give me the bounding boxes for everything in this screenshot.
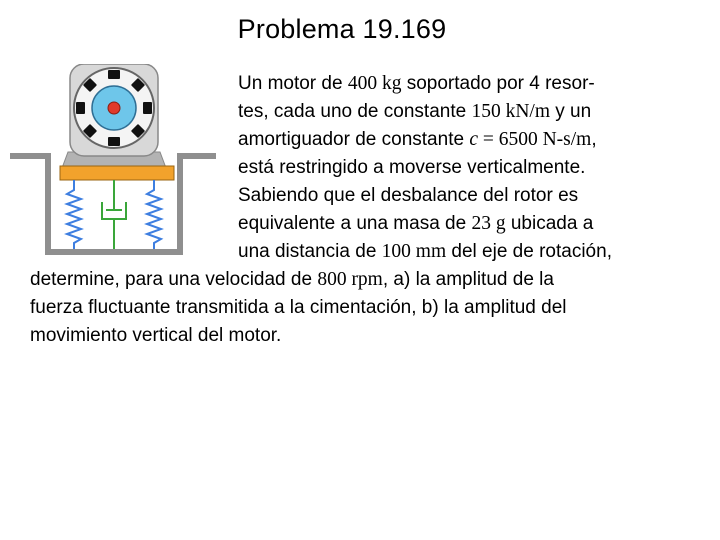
text-segment: , (591, 129, 597, 150)
text-segment: del eje de rotación, (446, 241, 612, 262)
text-line-1 (238, 70, 595, 98)
text-segment: = 6500 N-s/m (477, 129, 592, 150)
text-segment: amortiguador de constante (238, 129, 470, 150)
text-segment: c (469, 129, 478, 150)
text-line-6 (238, 210, 593, 238)
text-segment: una distancia de (238, 241, 382, 262)
text-segment: y un (550, 101, 592, 122)
page-title: Problema 19.169 (237, 14, 447, 44)
text-segment: , a) la amplitud de la (382, 269, 554, 290)
platform (60, 166, 174, 180)
text-line-5 (238, 182, 578, 210)
text-segment: Sabiendo que el desbalance del rotor es (238, 185, 579, 206)
text-segment: soportado por 4 resor- (401, 73, 595, 94)
spring-left (67, 180, 81, 249)
spring-right (147, 180, 161, 249)
text-line-9 (30, 294, 567, 322)
text-segment: 23 g (471, 213, 506, 234)
damper (102, 180, 126, 249)
text-line-4 (238, 154, 585, 182)
text-line-3 (238, 126, 597, 154)
text-segment: fuerza fluctuante transmitida a la cimentación, b) la amplitud del (30, 297, 567, 318)
motor-spring-damper-diagram (8, 64, 220, 260)
text-segment: movimiento vertical del motor. (30, 325, 282, 346)
text-segment: Un motor de (238, 73, 348, 94)
text-segment: equivalente a una masa de (238, 213, 472, 234)
text-segment: ubicada a (505, 213, 594, 234)
text-segment: 800 rpm (317, 269, 383, 290)
text-segment: determine, para una velocidad de (30, 269, 318, 290)
text-line-10 (30, 322, 281, 350)
text-segment: está restringido a moverse verticalmente. (238, 157, 586, 178)
text-line-8 (30, 266, 554, 294)
text-segment: tes, cada uno de constante (238, 101, 472, 122)
text-line-2 (238, 98, 591, 126)
text-line-7 (238, 238, 612, 266)
text-segment: 400 kg (347, 73, 402, 94)
text-segment: 100 mm (381, 241, 447, 262)
rotor-shaft (108, 102, 120, 114)
text-segment: 150 kN/m (471, 101, 550, 122)
